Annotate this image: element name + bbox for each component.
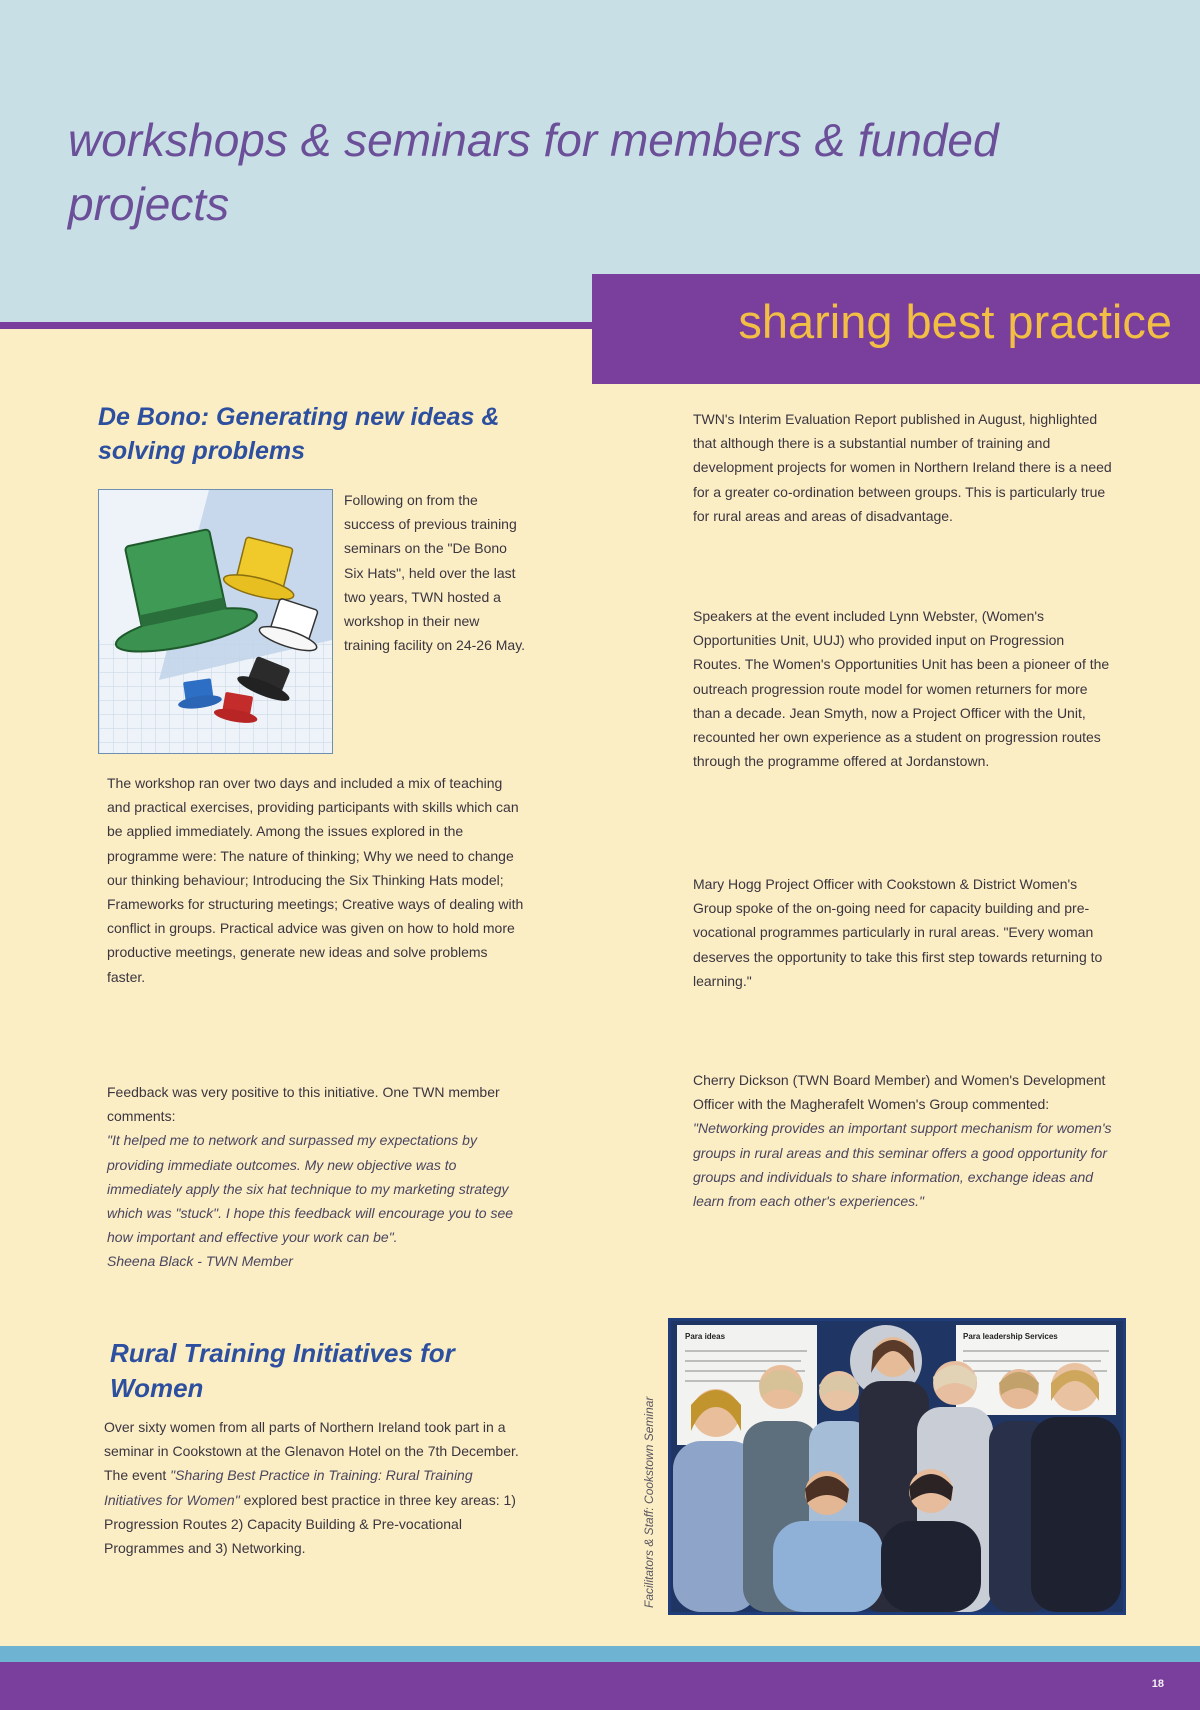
section-title: sharing best practice bbox=[738, 295, 1172, 348]
debono-feedback bbox=[107, 1080, 527, 1274]
group-photo-image bbox=[671, 1321, 1123, 1612]
evaluation-report-text: TWN's Interim Evaluation Report published in August, highlighted that although there is a substantial number of training and development projects for women in Northern Ireland there is a need for a greater co-ordination between groups. This is particularly true for rural areas and areas of disadvantage. bbox=[693, 411, 1112, 524]
poster-right-text: Para leadership Services bbox=[963, 1332, 1058, 1341]
networking-quote: "Networking provides an important support mechanism for women's groups in rural areas and this seminar offers a good opportunity for groups and individuals to share information, exchange ideas and learn from each other's experiences." bbox=[693, 1120, 1112, 1210]
group-photo bbox=[668, 1318, 1126, 1615]
rural-event-title: "Sharing Best Practice in Training: Rural Training Initiatives for Women" bbox=[104, 1467, 473, 1508]
cherry-dickson-intro: Cherry Dickson (TWN Board Member) and Women's Development Officer with the Magherafelt Women's Group commented: bbox=[693, 1072, 1106, 1113]
debono-workshop-text: The workshop ran over two days and included a mix of teaching and practical exercises, providing participants with skills which can be applied immediately. Among the issues explored in the programme were: The nature of thinking; Why we need to change our thinking behaviour; Introducing the Six Thinking Hats model; Frameworks for structuring meetings; Creative ways of dealing with conflict in groups. Practical advice was given on how to hold more productive meetings, generate new ideas and solve problems faster. bbox=[107, 775, 524, 985]
rural-text-end: explored best practice in three key areas: 1) Progression Routes 2) Capacity Building & Pre-vocational Programmes and 3) Networking. bbox=[104, 1491, 516, 1557]
rural-text-start: Over sixty women from all parts of Northern Ireland took part in a seminar in Cookstown at the Glenavon Hotel on the 7th December. The event bbox=[104, 1419, 519, 1484]
section-banner bbox=[592, 274, 1200, 384]
footer-stripe bbox=[0, 1646, 1200, 1662]
cherry-dickson-text bbox=[693, 1068, 1113, 1213]
debono-heading: De Bono: Generating new ideas & solving problems bbox=[98, 403, 500, 465]
mary-hogg-text: Mary Hogg Project Officer with Cookstown & District Women's Group spoke of the on-going need for capacity building and pre-vocational programmes particularly in rural areas. "Every woman deserves the opportunity to take this first step towards returning to learning." bbox=[693, 876, 1103, 989]
header-divider bbox=[0, 322, 595, 329]
poster-left-text: Para ideas bbox=[685, 1332, 726, 1341]
photo-caption: Facilitators & Staff: Cookstown Seminar bbox=[642, 1396, 656, 1608]
feedback-text: Feedback was very positive to this initiative. One TWN member comments: bbox=[107, 1084, 500, 1125]
member-quote: "It helped me to network and surpassed my expectations by providing immediate outcomes. My new objective was to immediately apply the six hat technique to my marketing strategy which was "stuck". I hope this feedback will encourage you to see how important and effective your work can be". bbox=[107, 1132, 514, 1246]
page-title: workshops & seminars for members & funded projects bbox=[68, 114, 999, 230]
rural-heading: Rural Training Initiatives for Women bbox=[110, 1338, 455, 1403]
hats-icon bbox=[99, 490, 332, 753]
speakers-text: Speakers at the event included Lynn Webster, (Women's Opportunities Unit, UUJ) who provided input on Progression Routes. The Women's Opportunities Unit has been a pioneer of the outreach progression route model for women returners for more than a decade. Jean Smyth, now a Project Officer with the Unit, recounted her own experience as a student on progression routes through the programme offered at Jordanstown. bbox=[693, 608, 1110, 770]
quote-attribution: Sheena Black - TWN Member bbox=[107, 1253, 293, 1270]
footer-band bbox=[0, 1662, 1200, 1710]
debono-intro: Following on from the success of previous training seminars on the "De Bono Six Hats", held over the last two years, TWN hosted a workshop in their new training facility on 24-26 May. bbox=[344, 492, 526, 654]
six-hats-illustration bbox=[98, 489, 333, 754]
rural-text bbox=[104, 1415, 524, 1560]
page-number: 18 bbox=[1151, 1678, 1164, 1690]
